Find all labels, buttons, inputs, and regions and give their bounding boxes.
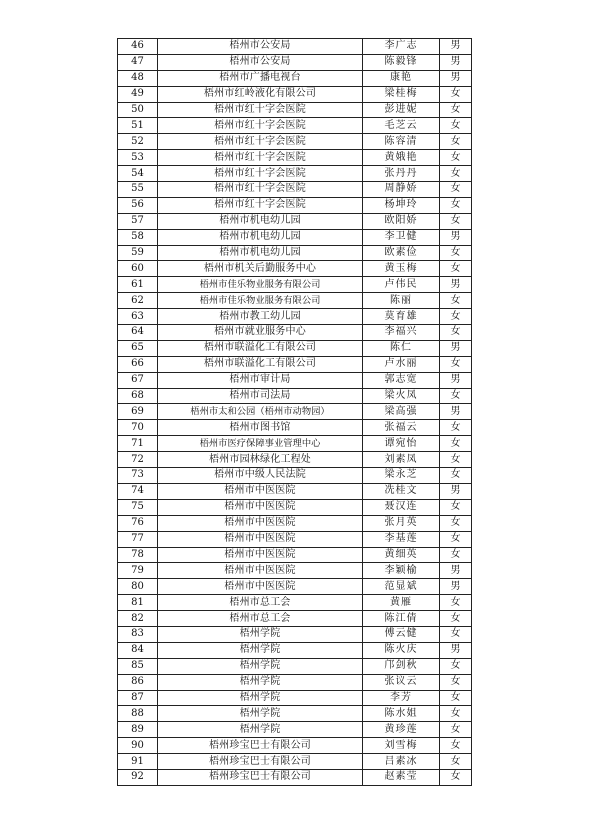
- gender-cell: 女: [440, 197, 472, 213]
- table-row: [118, 70, 472, 86]
- table-row: [118, 658, 472, 674]
- work-unit-cell: 梧州学院: [158, 658, 363, 674]
- row-number-cell: 52: [118, 134, 158, 150]
- gender-cell: 男: [440, 579, 472, 595]
- row-number-cell: 47: [118, 54, 158, 70]
- gender-cell: 女: [440, 436, 472, 452]
- work-unit-cell: 梧州市中医医院: [158, 563, 363, 579]
- row-number-cell: 64: [118, 325, 158, 341]
- row-number-cell: 78: [118, 547, 158, 563]
- gender-cell: 男: [440, 340, 472, 356]
- person-name-cell: 谭宛怡: [363, 436, 440, 452]
- gender-cell: 女: [440, 674, 472, 690]
- person-name-cell: 周静娇: [363, 182, 440, 198]
- person-name-cell: 冼桂文: [363, 483, 440, 499]
- row-number-cell: 51: [118, 118, 158, 134]
- work-unit-cell: 梧州市中医医院: [158, 499, 363, 515]
- row-number-cell: 77: [118, 531, 158, 547]
- person-name-cell: 邝剑秋: [363, 658, 440, 674]
- row-number-cell: 89: [118, 722, 158, 738]
- gender-cell: 女: [440, 595, 472, 611]
- row-number-cell: 65: [118, 340, 158, 356]
- row-number-cell: 72: [118, 452, 158, 468]
- table-row: [118, 182, 472, 198]
- person-name-cell: 梁高强: [363, 404, 440, 420]
- table-row: [118, 54, 472, 70]
- gender-cell: 女: [440, 182, 472, 198]
- person-name-cell: 张月英: [363, 515, 440, 531]
- gender-cell: 女: [440, 420, 472, 436]
- work-unit-cell: 梧州学院: [158, 642, 363, 658]
- gender-cell: 女: [440, 452, 472, 468]
- table-row: [118, 356, 472, 372]
- person-name-cell: 卢水丽: [363, 356, 440, 372]
- work-unit-cell: 梧州学院: [158, 706, 363, 722]
- work-unit-cell: 梧州学院: [158, 722, 363, 738]
- work-unit-cell: 梧州学院: [158, 626, 363, 642]
- person-name-cell: 李福兴: [363, 325, 440, 341]
- row-number-cell: 55: [118, 182, 158, 198]
- table-row: [118, 134, 472, 150]
- table-row: [118, 515, 472, 531]
- gender-cell: 女: [440, 245, 472, 261]
- row-number-cell: 59: [118, 245, 158, 261]
- person-name-cell: 陈仁: [363, 340, 440, 356]
- table-row: [118, 738, 472, 754]
- work-unit-cell: 梧州市红岭液化有限公司: [158, 86, 363, 102]
- gender-cell: 女: [440, 150, 472, 166]
- row-number-cell: 81: [118, 595, 158, 611]
- row-number-cell: 61: [118, 277, 158, 293]
- row-number-cell: 85: [118, 658, 158, 674]
- work-unit-cell: 梧州市司法局: [158, 388, 363, 404]
- work-unit-cell: 梧州市太和公园（梧州市动物园）: [158, 404, 363, 420]
- row-number-cell: 57: [118, 213, 158, 229]
- row-number-cell: 56: [118, 197, 158, 213]
- table-row: [118, 102, 472, 118]
- table-row: [118, 483, 472, 499]
- table-row: [118, 769, 472, 785]
- work-unit-cell: 梧州市红十字会医院: [158, 197, 363, 213]
- gender-cell: 女: [440, 166, 472, 182]
- person-name-cell: 吕素冰: [363, 754, 440, 770]
- table-row: [118, 86, 472, 102]
- table-row: [118, 340, 472, 356]
- table-row: [118, 388, 472, 404]
- gender-cell: 女: [440, 356, 472, 372]
- table-row: [118, 213, 472, 229]
- row-number-cell: 66: [118, 356, 158, 372]
- gender-cell: 女: [440, 468, 472, 484]
- gender-cell: 女: [440, 293, 472, 309]
- row-number-cell: 69: [118, 404, 158, 420]
- gender-cell: 女: [440, 118, 472, 134]
- work-unit-cell: 梧州市佳乐物业服务有限公司: [158, 277, 363, 293]
- row-number-cell: 92: [118, 769, 158, 785]
- gender-cell: 男: [440, 70, 472, 86]
- roster-table: [117, 38, 472, 786]
- person-name-cell: 李卫健: [363, 229, 440, 245]
- work-unit-cell: 梧州市总工会: [158, 611, 363, 627]
- table-row: [118, 39, 472, 55]
- gender-cell: 男: [440, 229, 472, 245]
- person-name-cell: 莫育雄: [363, 309, 440, 325]
- table-row: [118, 499, 472, 515]
- row-number-cell: 82: [118, 611, 158, 627]
- gender-cell: 女: [440, 325, 472, 341]
- person-name-cell: 黄细英: [363, 547, 440, 563]
- person-name-cell: 李芳: [363, 690, 440, 706]
- row-number-cell: 87: [118, 690, 158, 706]
- person-name-cell: 黄雁: [363, 595, 440, 611]
- person-name-cell: 梁永芝: [363, 468, 440, 484]
- person-name-cell: 李基莲: [363, 531, 440, 547]
- work-unit-cell: 梧州市中医医院: [158, 531, 363, 547]
- row-number-cell: 53: [118, 150, 158, 166]
- person-name-cell: 傅云健: [363, 626, 440, 642]
- work-unit-cell: 梧州市佳乐物业服务有限公司: [158, 293, 363, 309]
- person-name-cell: 黄珍莲: [363, 722, 440, 738]
- row-number-cell: 67: [118, 372, 158, 388]
- gender-cell: 女: [440, 102, 472, 118]
- person-name-cell: 聂汉连: [363, 499, 440, 515]
- table-row: [118, 531, 472, 547]
- work-unit-cell: 梧州市中医医院: [158, 515, 363, 531]
- table-row: [118, 420, 472, 436]
- gender-cell: 男: [440, 54, 472, 70]
- work-unit-cell: 梧州市机关后勤服务中心: [158, 261, 363, 277]
- gender-cell: 女: [440, 261, 472, 277]
- work-unit-cell: 梧州珍宝巴士有限公司: [158, 754, 363, 770]
- work-unit-cell: 梧州市医疗保障事业管理中心: [158, 436, 363, 452]
- row-number-cell: 63: [118, 309, 158, 325]
- gender-cell: 男: [440, 483, 472, 499]
- table-row: [118, 245, 472, 261]
- gender-cell: 女: [440, 722, 472, 738]
- work-unit-cell: 梧州市红十字会医院: [158, 134, 363, 150]
- person-name-cell: 梁火凤: [363, 388, 440, 404]
- row-number-cell: 73: [118, 468, 158, 484]
- person-name-cell: 毛芝云: [363, 118, 440, 134]
- work-unit-cell: 梧州市就业服务中心: [158, 325, 363, 341]
- table-row: [118, 150, 472, 166]
- person-name-cell: 陈火庆: [363, 642, 440, 658]
- row-number-cell: 88: [118, 706, 158, 722]
- gender-cell: 女: [440, 134, 472, 150]
- gender-cell: 男: [440, 372, 472, 388]
- gender-cell: 女: [440, 86, 472, 102]
- person-name-cell: 陈江倩: [363, 611, 440, 627]
- gender-cell: 女: [440, 547, 472, 563]
- work-unit-cell: 梧州市机电幼儿园: [158, 213, 363, 229]
- work-unit-cell: 梧州市公安局: [158, 39, 363, 55]
- gender-cell: 男: [440, 277, 472, 293]
- gender-cell: 女: [440, 499, 472, 515]
- table-row: [118, 642, 472, 658]
- gender-cell: 女: [440, 658, 472, 674]
- person-name-cell: 张丹丹: [363, 166, 440, 182]
- table-row: [118, 372, 472, 388]
- row-number-cell: 84: [118, 642, 158, 658]
- row-number-cell: 76: [118, 515, 158, 531]
- gender-cell: 女: [440, 738, 472, 754]
- work-unit-cell: 梧州市总工会: [158, 595, 363, 611]
- gender-cell: 女: [440, 309, 472, 325]
- person-name-cell: 张福云: [363, 420, 440, 436]
- row-number-cell: 86: [118, 674, 158, 690]
- table-row: [118, 611, 472, 627]
- table-row: [118, 277, 472, 293]
- person-name-cell: 康艳: [363, 70, 440, 86]
- work-unit-cell: 梧州市中医医院: [158, 483, 363, 499]
- person-name-cell: 卢伟民: [363, 277, 440, 293]
- row-number-cell: 49: [118, 86, 158, 102]
- row-number-cell: 70: [118, 420, 158, 436]
- gender-cell: 男: [440, 39, 472, 55]
- table-row: [118, 626, 472, 642]
- work-unit-cell: 梧州市公安局: [158, 54, 363, 70]
- person-name-cell: 郭志宽: [363, 372, 440, 388]
- gender-cell: 女: [440, 388, 472, 404]
- work-unit-cell: 梧州市机电幼儿园: [158, 245, 363, 261]
- table-row: [118, 706, 472, 722]
- gender-cell: 女: [440, 706, 472, 722]
- row-number-cell: 54: [118, 166, 158, 182]
- person-name-cell: 范显斌: [363, 579, 440, 595]
- row-number-cell: 68: [118, 388, 158, 404]
- table-row: [118, 166, 472, 182]
- table-row: [118, 579, 472, 595]
- row-number-cell: 60: [118, 261, 158, 277]
- person-name-cell: 陈毅锋: [363, 54, 440, 70]
- work-unit-cell: 梧州珍宝巴士有限公司: [158, 738, 363, 754]
- table-row: [118, 563, 472, 579]
- person-name-cell: 刘雪梅: [363, 738, 440, 754]
- table-row: [118, 436, 472, 452]
- work-unit-cell: 梧州学院: [158, 690, 363, 706]
- table-row: [118, 309, 472, 325]
- person-name-cell: 李颖榆: [363, 563, 440, 579]
- gender-cell: 男: [440, 563, 472, 579]
- work-unit-cell: 梧州市园林绿化工程处: [158, 452, 363, 468]
- row-number-cell: 91: [118, 754, 158, 770]
- work-unit-cell: 梧州市中医医院: [158, 547, 363, 563]
- row-number-cell: 79: [118, 563, 158, 579]
- work-unit-cell: 梧州市联溢化工有限公司: [158, 340, 363, 356]
- person-name-cell: 黄娥艳: [363, 150, 440, 166]
- person-name-cell: 陈丽: [363, 293, 440, 309]
- table-row: [118, 595, 472, 611]
- gender-cell: 女: [440, 626, 472, 642]
- person-name-cell: 张议云: [363, 674, 440, 690]
- person-name-cell: 刘素凤: [363, 452, 440, 468]
- table-row: [118, 197, 472, 213]
- row-number-cell: 83: [118, 626, 158, 642]
- person-name-cell: 黄玉梅: [363, 261, 440, 277]
- row-number-cell: 75: [118, 499, 158, 515]
- work-unit-cell: 梧州市广播电视台: [158, 70, 363, 86]
- gender-cell: 女: [440, 754, 472, 770]
- work-unit-cell: 梧州市联溢化工有限公司: [158, 356, 363, 372]
- table-row: [118, 547, 472, 563]
- row-number-cell: 58: [118, 229, 158, 245]
- work-unit-cell: 梧州市红十字会医院: [158, 118, 363, 134]
- table-row: [118, 229, 472, 245]
- person-name-cell: 梁桂梅: [363, 86, 440, 102]
- work-unit-cell: 梧州市红十字会医院: [158, 150, 363, 166]
- table-row: [118, 690, 472, 706]
- gender-cell: 女: [440, 769, 472, 785]
- table-row: [118, 674, 472, 690]
- work-unit-cell: 梧州市审计局: [158, 372, 363, 388]
- row-number-cell: 90: [118, 738, 158, 754]
- work-unit-cell: 梧州市红十字会医院: [158, 102, 363, 118]
- person-name-cell: 杨坤玲: [363, 197, 440, 213]
- table-row: [118, 293, 472, 309]
- gender-cell: 女: [440, 611, 472, 627]
- table-row: [118, 722, 472, 738]
- gender-cell: 女: [440, 515, 472, 531]
- work-unit-cell: 梧州市中级人民法院: [158, 468, 363, 484]
- table-row: [118, 261, 472, 277]
- table-row: [118, 118, 472, 134]
- gender-cell: 男: [440, 404, 472, 420]
- table-row: [118, 404, 472, 420]
- work-unit-cell: 梧州市红十字会医院: [158, 182, 363, 198]
- table-row: [118, 452, 472, 468]
- person-name-cell: 欧阳娇: [363, 213, 440, 229]
- gender-cell: 女: [440, 690, 472, 706]
- roster-table-body: [118, 39, 472, 786]
- row-number-cell: 71: [118, 436, 158, 452]
- work-unit-cell: 梧州市教工幼儿园: [158, 309, 363, 325]
- table-row: [118, 325, 472, 341]
- person-name-cell: 陈水姐: [363, 706, 440, 722]
- person-name-cell: 陈容清: [363, 134, 440, 150]
- row-number-cell: 48: [118, 70, 158, 86]
- table-row: [118, 754, 472, 770]
- gender-cell: 男: [440, 642, 472, 658]
- table-row: [118, 468, 472, 484]
- person-name-cell: 欧素俭: [363, 245, 440, 261]
- row-number-cell: 74: [118, 483, 158, 499]
- gender-cell: 女: [440, 531, 472, 547]
- work-unit-cell: 梧州市图书馆: [158, 420, 363, 436]
- gender-cell: 女: [440, 213, 472, 229]
- person-name-cell: 彭进妮: [363, 102, 440, 118]
- work-unit-cell: 梧州珍宝巴士有限公司: [158, 769, 363, 785]
- row-number-cell: 46: [118, 39, 158, 55]
- row-number-cell: 80: [118, 579, 158, 595]
- work-unit-cell: 梧州市红十字会医院: [158, 166, 363, 182]
- row-number-cell: 50: [118, 102, 158, 118]
- work-unit-cell: 梧州市中医医院: [158, 579, 363, 595]
- person-name-cell: 李广志: [363, 39, 440, 55]
- row-number-cell: 62: [118, 293, 158, 309]
- work-unit-cell: 梧州市机电幼儿园: [158, 229, 363, 245]
- work-unit-cell: 梧州学院: [158, 674, 363, 690]
- person-name-cell: 赵素莹: [363, 769, 440, 785]
